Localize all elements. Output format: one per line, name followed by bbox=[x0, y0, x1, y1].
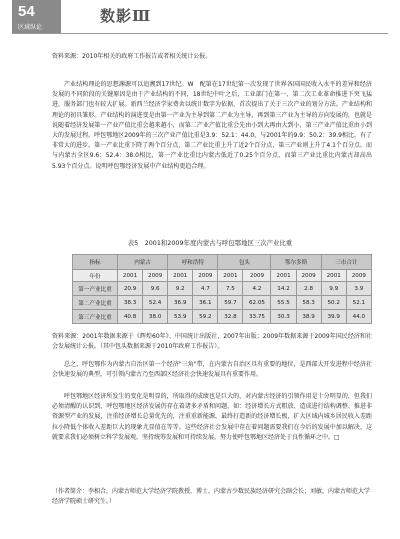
table-year-cell: 2001 bbox=[271, 270, 296, 282]
table-year-cell: 2001 bbox=[118, 270, 143, 282]
paragraph-1: 产业结构理论的思想渊源可以追溯到17世纪。W 配第在17世纪第一次发现了世界各国国民收入水平的差异和经济发展的不同阶段的关键原因是由于产业结构的不同，18世纪中叶之后，工业部门在第一、第二次工业革命推进下突飞猛进，服务部门也有较大扩展。新西兰经济学家费舍以统计数字为依据，首次提出了关于三次产业的划分方法。产业结构和理论的初具雏形。产业结构的演进变是由第一产业为主导到第二产业为主导，再到第三产业为主导的方向发展的，也就是说随着经济发展第一产业产值比重会越来越小，而第二产业产值比重会先由小到大再由大到小，第三产业产值比重由小到大的发展过程。呼包鄂地区2009年的三次产业产值比重是3.9：52.1：44.0，与2001年的9.9：50.2：39.9相比，有了非常大的进步。第一产业比重下降了两个百分点，第二产业比重上升了近2个百分点，第三产业则上升了4.1个百分点。而与内蒙古全区9.6：52.4：38.0相比，第一产业比重比内蒙古低近了0.25个百分点，而第三产业比重比内蒙古却高出5.93个百分点。说明呼包鄂经济发展中产业结构更趋合理。 bbox=[52, 81, 372, 170]
table-cell: 55.5 bbox=[271, 296, 296, 310]
table-year-cell: 2009 bbox=[143, 270, 168, 282]
table-year-row bbox=[73, 270, 372, 282]
table-cell: 38.3 bbox=[118, 296, 143, 310]
table-row-label: 第二产业比重 bbox=[73, 296, 118, 310]
table-cell: 40.8 bbox=[118, 310, 143, 324]
table-year-label: 年份 bbox=[73, 270, 118, 282]
table-cell: 38.9 bbox=[296, 310, 321, 324]
table-group-header-row bbox=[73, 255, 372, 270]
table-cell: 9.2 bbox=[168, 282, 193, 296]
table-group-ordos: 鄂尔多斯 bbox=[271, 255, 321, 270]
table-cell: 9.6 bbox=[143, 282, 168, 296]
magazine-logo: 数影Ⅲ bbox=[100, 7, 152, 25]
table-cell: 52.4 bbox=[143, 296, 168, 310]
table-group-inner-mongolia: 内蒙古 bbox=[118, 255, 168, 270]
table-group-three-city-total: 三市合计 bbox=[321, 255, 371, 270]
table-cell: 39.9 bbox=[321, 310, 346, 324]
header-rule bbox=[12, 33, 388, 34]
table-cell: 33.75 bbox=[243, 310, 271, 324]
table-cell: 38.0 bbox=[143, 310, 168, 324]
table-cell: 36.9 bbox=[168, 296, 193, 310]
table-cell: 4.2 bbox=[243, 282, 271, 296]
table-year-cell: 2009 bbox=[193, 270, 218, 282]
table-year-cell: 2009 bbox=[346, 270, 371, 282]
table-cell: 4.7 bbox=[193, 282, 218, 296]
table-row bbox=[73, 282, 372, 296]
table-cell: 9.9 bbox=[321, 282, 346, 296]
table-row bbox=[73, 296, 372, 310]
table-group-hohhot: 呼和浩特 bbox=[168, 255, 218, 270]
table-cell: 2.8 bbox=[296, 282, 321, 296]
paragraph-2: 总之，呼包鄂作为内蒙古自治区第一个经济"三角"带，在内蒙古自治区具有重要的地位，是西部大开发进程中经济社会快速发展的典型，可引领内蒙古乃至西部区经济社会快速发展具有重要作用。 bbox=[52, 361, 372, 379]
table-cell: 50.2 bbox=[321, 296, 346, 310]
table-year-cell: 2001 bbox=[168, 270, 193, 282]
table-cell: 59.2 bbox=[193, 310, 218, 324]
table-header-indicator: 指标 bbox=[73, 255, 118, 270]
table-cell: 52.1 bbox=[346, 296, 371, 310]
table-year-cell: 2009 bbox=[243, 270, 271, 282]
source-note-2: 资料来源：2001年数据来源于《辉煌60年》、中国统计出版社，2007年出版；2009年数据来源于2009年国民经济和社会发展统计公报。（其中包头数据来源于2010年政府工作报告）。 bbox=[52, 333, 372, 351]
table-title: 表5 2001和2009年度内蒙古与呼包鄂地区三次产业比重 bbox=[127, 239, 293, 247]
table-row-label: 第一产业比重 bbox=[73, 282, 118, 296]
industry-share-table bbox=[72, 254, 372, 324]
table-group-baotou: 包头 bbox=[218, 255, 271, 270]
table-cell: 58.3 bbox=[296, 296, 321, 310]
table-cell: 7.5 bbox=[218, 282, 243, 296]
table-cell: 59.7 bbox=[218, 296, 243, 310]
table-cell: 53.9 bbox=[168, 310, 193, 324]
table-cell: 30.3 bbox=[271, 310, 296, 324]
source-note-1: 资料来源：2010年相关的政府工作报告或者相关统计公报。 bbox=[52, 53, 212, 60]
table-year-cell: 2001 bbox=[218, 270, 243, 282]
table-row bbox=[73, 310, 372, 324]
table-row-label: 第三产业比重 bbox=[73, 310, 118, 324]
page-number: 54 bbox=[18, 3, 35, 20]
author-note: （作者简介：李相合，内蒙古师范大学经济学院教授，博士，内蒙古少数民族经济研究会副会长；刘敏，内蒙古师范大学经济学院硕士研究生。） bbox=[52, 488, 371, 506]
table-cell: 3.9 bbox=[346, 282, 371, 296]
page-number-box bbox=[12, 0, 61, 33]
paragraph-3: 呼包鄂地区经济所发生的变化是明显的，所取得的成绩也是巨大的，对内蒙古经济的引领作用是十分明显的，但我们必须清醒的认识到，呼包鄂地区经济发展仍存在着诸多矛盾和问题，如：经济增长方式粗放、造成进行结构调整、推进非资源型产业的发展，注重经济增长总量优先的，注重重新能源，最终打造新的经济增长极，扩大区域内城乡居民收入差距拉小降低个体收入差距巨大的现象尤显值在等等。这些经济社会发展中存在着问题需要我们在今后的发展中加以解决，这就要求我们必须树立科学发展观，坚持统筹发展和可持续发展，努力使呼包鄂地区经济处于良性循环之中。□ bbox=[52, 393, 372, 441]
table-cell: 44.0 bbox=[346, 310, 371, 324]
table-cell: 32.8 bbox=[218, 310, 243, 324]
table-cell: 14.2 bbox=[271, 282, 296, 296]
table-year-cell: 2009 bbox=[296, 270, 321, 282]
table-cell: 62.05 bbox=[243, 296, 271, 310]
table-cell: 36.1 bbox=[193, 296, 218, 310]
section-name: 区域纵论 bbox=[18, 24, 43, 31]
table-year-cell: 2001 bbox=[321, 270, 346, 282]
table-cell: 20.9 bbox=[118, 282, 143, 296]
